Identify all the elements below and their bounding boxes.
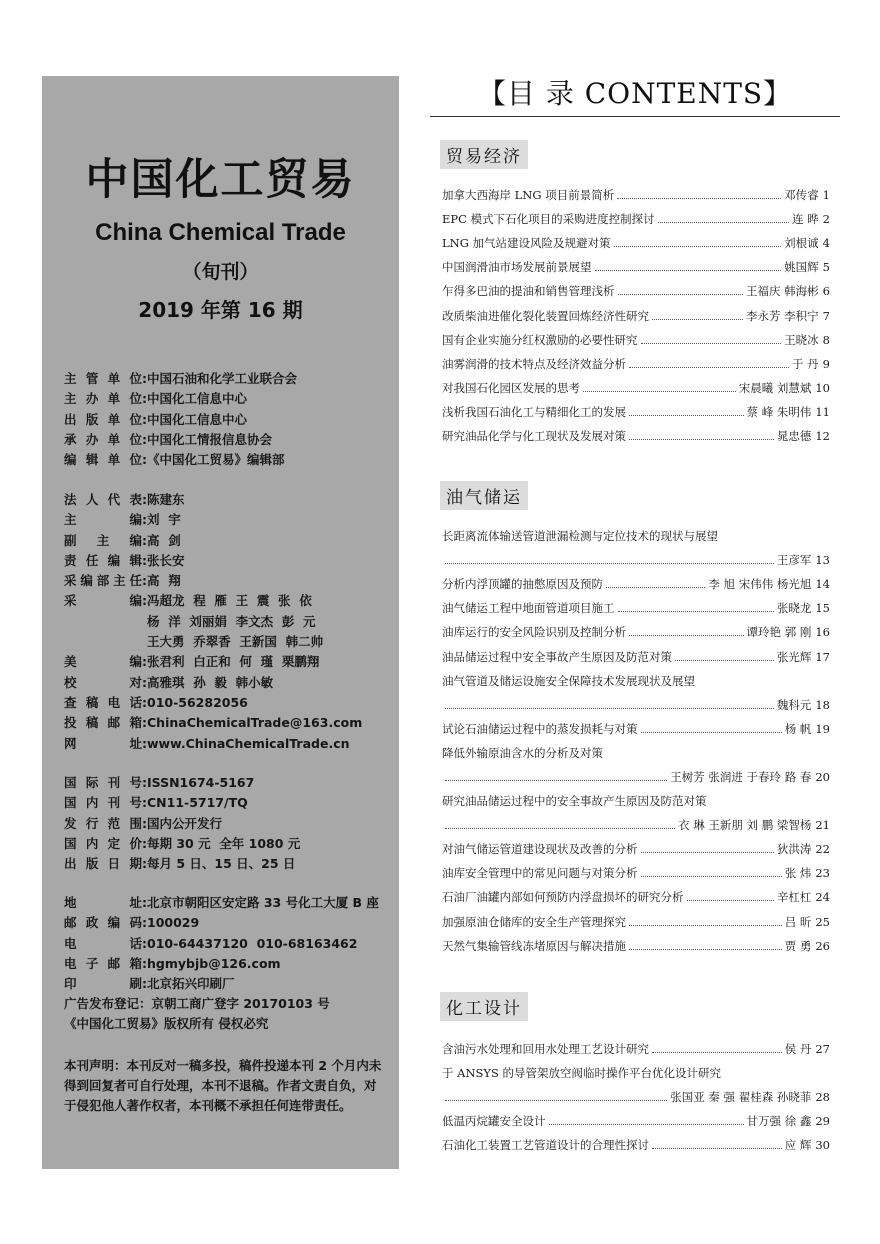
toc-entry[interactable]: [442, 765, 830, 789]
toc-entry-author: 张晓龙: [776, 601, 812, 616]
toc-entry[interactable]: [442, 548, 830, 572]
masthead-value: 张君利 白正和 何 瑾 栗鹏翔: [147, 654, 320, 670]
toc-entry-author: 李永芳 李积宁: [746, 308, 819, 323]
toc-entry[interactable]: [442, 303, 830, 327]
masthead-colon: :: [142, 775, 147, 790]
masthead-label: 主办单位: [64, 391, 142, 407]
masthead-row: [64, 591, 389, 611]
masthead-value: 《中国化工贸易》编辑部: [147, 452, 285, 468]
toc-entry-author: 甘万强 徐 鑫: [746, 1114, 812, 1129]
section-entries-trade: [442, 183, 830, 448]
toc-entry-title: 含油污水处理和回用水处理工艺设计研究: [442, 1042, 649, 1057]
masthead-colon: :: [142, 715, 147, 731]
toc-entry-author: 杨 帆: [784, 721, 812, 736]
toc-leader-dots: [652, 1147, 782, 1149]
toc-entry-page: 26: [815, 938, 830, 953]
toc-leader-dots: [583, 390, 736, 392]
toc-entry-title: 油气储运工程中地面管道项目施工: [442, 601, 615, 616]
masthead-label: 发行范围: [64, 815, 142, 831]
toc-entry-page: 19: [815, 721, 830, 736]
toc-entry-page: 11: [815, 404, 830, 419]
toc-leader-dots: [606, 586, 705, 588]
section-title-storage: 油气储运: [440, 481, 528, 510]
masthead-label: 投稿邮箱: [64, 715, 142, 731]
masthead-colon: :: [142, 492, 147, 507]
toc-entry[interactable]: [442, 352, 830, 376]
masthead-row: [64, 571, 389, 591]
toc-leader-dots: [675, 659, 774, 661]
masthead-row: [64, 551, 389, 571]
toc-leader-dots: [549, 1123, 744, 1125]
masthead-label: 地址: [64, 895, 142, 910]
masthead-contact: [64, 893, 389, 994]
masthead-colon: :: [142, 895, 147, 910]
toc-entry[interactable]: [442, 620, 830, 644]
masthead-value: 中国化工信息中心: [147, 411, 248, 427]
masthead-row: [64, 673, 389, 693]
toc-entry-author: 宋晨曦 刘慧斌: [738, 380, 812, 395]
masthead-value: ChinaChemicalTrade@163.com: [147, 715, 363, 731]
toc-leader-dots: [445, 779, 667, 781]
section-entries-design: [442, 1037, 830, 1157]
toc-entry[interactable]: [442, 789, 830, 813]
toc-entry-page: 21: [815, 818, 830, 833]
toc-entry[interactable]: [442, 328, 830, 352]
masthead-value: www.ChinaChemicalTrade.cn: [147, 735, 350, 751]
toc-entry-page: 12: [815, 428, 830, 443]
toc-entry-title: 对我国石化园区发展的思考: [442, 380, 580, 395]
masthead-value: 杨 洋 刘丽娟 李文杰 彭 元: [147, 613, 316, 629]
masthead-row: [64, 510, 389, 530]
masthead-label: 出版日期: [64, 856, 142, 872]
masthead-label: 主管单位: [64, 371, 142, 386]
toc-leader-dots: [652, 318, 743, 320]
masthead-label: 邮政编码: [64, 915, 142, 931]
toc-entry-author: 应 辉: [784, 1138, 812, 1153]
toc-entry-page: 23: [815, 866, 830, 881]
masthead-panel: [42, 76, 399, 1169]
toc-entry-author: 张 炜: [784, 866, 812, 881]
masthead-value: 高雅琪 孙 毅 韩小敏: [147, 674, 274, 690]
toc-entry[interactable]: [442, 1085, 830, 1109]
masthead-row: [64, 734, 389, 754]
masthead-colon: :: [142, 573, 147, 589]
toc-entry-title: 国有企业实施分红权激励的必要性研究: [442, 332, 638, 347]
masthead-label: 印刷: [64, 976, 142, 992]
toc-entry-author: 李 旭 宋伟伟 杨光旭: [708, 577, 812, 592]
masthead-label: 国内定价: [64, 835, 142, 851]
toc-entry-author: 晁忠德: [776, 428, 812, 443]
section-entries-storage: [442, 524, 830, 958]
toc-entry-title: 低温丙烷罐安全设计: [442, 1114, 546, 1129]
toc-entry-title: 浅析我国石油化工与精细化工的发展: [442, 404, 626, 419]
toc-entry[interactable]: [442, 255, 830, 279]
toc-leader-dots: [629, 634, 744, 636]
toc-entry[interactable]: [442, 1109, 830, 1133]
toc-entry-page: 20: [815, 769, 830, 784]
masthead-colon: :: [142, 674, 147, 690]
masthead-value: 冯超龙 程 雁 王 震 张 依: [147, 593, 312, 609]
masthead-colon: :: [142, 915, 147, 931]
masthead-value: 100029: [147, 915, 200, 931]
toc-leader-dots: [687, 899, 774, 901]
toc-entry-page: 27: [815, 1042, 830, 1057]
toc-entry[interactable]: [442, 1133, 830, 1157]
masthead-value: 中国化工情报信息协会: [147, 431, 273, 447]
toc-entry[interactable]: [442, 693, 830, 717]
masthead-label: 承办单位: [64, 431, 142, 447]
masthead-staff: [64, 490, 389, 754]
masthead-row: [64, 913, 389, 933]
toc-entry-page: 17: [815, 649, 830, 664]
toc-entry-title: 石油厂油罐内部如何预防内浮盘损坏的研究分析: [442, 890, 684, 905]
toc-entry-page: 10: [815, 380, 830, 395]
toc-leader-dots: [614, 245, 782, 247]
toc-entry-title: 长距离流体输送管道泄漏检测与定位技术的现状与展望: [442, 529, 718, 544]
toc-leader-dots: [595, 269, 782, 271]
toc-entry[interactable]: [442, 837, 830, 861]
masthead-colon: :: [142, 593, 147, 609]
section-title-trade: 贸易经济: [440, 140, 528, 169]
masthead-row: [64, 893, 389, 913]
toc-entry-author: 贾 勇: [784, 938, 812, 953]
masthead-value: 高 翔: [147, 573, 181, 589]
masthead-row: [64, 430, 389, 450]
toc-entry-title: 研究油品化学与化工现状及发展对策: [442, 428, 626, 443]
masthead-value: 刘 宇: [147, 512, 181, 528]
toc-entry-author: 王树芳 张润进 于春玲 路 春: [670, 769, 812, 784]
toc-entry-page: 6: [822, 284, 830, 299]
masthead-label: 电子邮箱: [64, 955, 142, 971]
masthead-publishers: [64, 369, 389, 470]
masthead-registration: [64, 773, 389, 874]
toc-entry-title: 改质柴油进催化裂化装置回炼经济性研究: [442, 308, 649, 323]
toc-entry-page: 4: [822, 236, 830, 251]
masthead-value: 高 剑: [147, 532, 181, 548]
toc-entry-title: 石油化工装置工艺管道设计的合理性探讨: [442, 1138, 649, 1153]
masthead-colon: :: [142, 371, 147, 386]
masthead-colon: :: [142, 815, 147, 831]
toc-entry-author: 张国亚 秦 强 翟桂森 孙晓菲: [670, 1090, 812, 1105]
masthead-colon: :: [142, 694, 147, 710]
masthead-row: [64, 834, 389, 854]
masthead-value: 010-64437120 010-68163462: [147, 935, 358, 951]
toc-entry-page: 15: [815, 601, 830, 616]
toc-entry[interactable]: [442, 376, 830, 400]
toc-entry-author: 衣 琳 王新朋 刘 鹏 梁智杨: [678, 818, 812, 833]
notice: 本刊声明：本刊反对一稿多投，稿件投递本刊 2 个月内未得到回复者可自行处理，本刊不退稿。作者文责自负，对于侵犯他人著作权者，本刊概不承担任何连带责任。: [64, 1058, 382, 1113]
toc-entry[interactable]: [442, 861, 830, 885]
toc-entry-author: 蔡 峰 朱明伟: [746, 404, 812, 419]
copyright: 《中国化工贸易》版权所有 侵权必究: [64, 1016, 269, 1032]
masthead-label: 校对: [64, 674, 142, 690]
magazine-title: 中国化工贸易: [85, 155, 356, 205]
toc-leader-dots: [445, 1099, 667, 1101]
masthead-row: [64, 773, 389, 793]
toc-leader-dots: [445, 562, 774, 564]
toc-entry-title: 油气管道及储运设施安全保障技术发展现状及展望: [442, 673, 695, 688]
toc-leader-dots: [629, 948, 782, 950]
toc-entry-title: 油品储运过程中安全事故产生原因及防范对策: [442, 649, 672, 664]
toc-leader-dots: [641, 851, 774, 853]
masthead-value: CN11-5717/TQ: [147, 795, 248, 811]
toc-leader-dots: [445, 707, 774, 709]
toc-entry-title: 油库运行的安全风险识别及控制分析: [442, 625, 626, 640]
masthead-label: 法人代表: [64, 492, 142, 507]
masthead-row: [64, 793, 389, 813]
toc-entry[interactable]: [442, 1061, 830, 1085]
toc-entry-page: 7: [822, 308, 830, 323]
toc-leader-dots: [629, 924, 782, 926]
toc-entry-page: 5: [822, 260, 830, 275]
masthead-value: ISSN1674-5167: [147, 775, 255, 790]
masthead-value: 北京拓兴印刷厂: [147, 976, 235, 992]
masthead-value: 每月 5 日、15 日、25 日: [147, 856, 296, 872]
toc-entry-author: 王彦军: [776, 553, 812, 568]
toc-entry[interactable]: [442, 717, 830, 741]
toc-entry-title: 研究油品储运过程中的安全事故产生原因及防范对策: [442, 794, 707, 809]
toc-entry-page: 9: [822, 356, 830, 371]
masthead-label: 主编: [64, 512, 142, 528]
masthead-label: 美编: [64, 654, 142, 670]
masthead-row: [64, 531, 389, 551]
toc-entry-author: 连 晔: [792, 212, 819, 227]
masthead-colon: :: [142, 955, 147, 971]
masthead-row: [64, 410, 389, 430]
masthead-label: 编辑单位: [64, 452, 142, 468]
masthead-colon: :: [142, 431, 147, 447]
masthead-value: 010-56282056: [147, 694, 248, 710]
masthead-colon: :: [142, 976, 147, 992]
masthead-label: [64, 612, 142, 632]
masthead-row: [64, 713, 389, 733]
toc-leader-dots: [618, 610, 774, 612]
toc-entry-author: 王福庆 韩海彬: [746, 284, 819, 299]
masthead-value: 王大勇 乔翠香 王新国 韩二帅: [147, 634, 324, 650]
masthead-colon: :: [142, 552, 147, 568]
toc-entry[interactable]: [442, 885, 830, 909]
masthead-row: [64, 934, 389, 954]
toc-entry-page: 18: [815, 697, 830, 712]
toc-entry[interactable]: [442, 231, 830, 255]
masthead-row: [64, 954, 389, 974]
toc-entry[interactable]: [442, 524, 830, 548]
masthead-value: 国内公开发行: [147, 815, 223, 831]
toc-leader-dots: [641, 875, 782, 877]
toc-entry[interactable]: [442, 596, 830, 620]
toc-leader-dots: [629, 438, 774, 440]
masthead-colon: :: [142, 391, 147, 407]
masthead-row: [64, 693, 389, 713]
toc-leader-dots: [445, 827, 675, 829]
toc-entry-page: 14: [815, 577, 830, 592]
masthead-label: 出版单位: [64, 411, 142, 427]
toc-entry-title: LNG 加气站建设风险及规避对策: [442, 236, 611, 251]
magazine-title-en: China Chemical Trade: [95, 219, 346, 246]
toc-entry[interactable]: [442, 669, 830, 693]
masthead-row: [64, 854, 389, 874]
toc-entry-title: 油库安全管理中的常见问题与对策分析: [442, 866, 638, 881]
masthead-label: 采编部主任: [64, 573, 142, 589]
toc-leader-dots: [629, 414, 744, 416]
toc-leader-dots: [641, 731, 782, 733]
masthead-label: [64, 632, 142, 652]
toc-entry[interactable]: [442, 910, 830, 934]
masthead-label: 网址: [64, 735, 142, 751]
toc-entry-author: 张光辉: [776, 649, 812, 664]
toc-entry-page: 8: [822, 332, 830, 347]
toc-entry[interactable]: [442, 813, 830, 837]
masthead-colon: :: [142, 512, 147, 528]
toc-entry[interactable]: [442, 207, 830, 231]
toc-entry-title: 乍得多巴油的提油和销售管理浅析: [442, 284, 615, 299]
toc-entry-page: 2: [822, 212, 830, 227]
toc-leader-dots: [652, 1051, 782, 1053]
masthead-value: 陈建东: [147, 492, 185, 507]
toc-entry[interactable]: [442, 183, 830, 207]
toc-leader-dots: [641, 342, 782, 344]
masthead-label: 查稿电话: [64, 694, 142, 710]
toc-entry-author: 刘根诚: [784, 236, 819, 251]
masthead-license: [64, 994, 389, 1035]
section-title-design: 化工设计: [440, 992, 528, 1021]
masthead-value: 张长安: [147, 552, 185, 568]
toc-entry-title: 降低外输原油含水的分析及对策: [442, 745, 603, 760]
toc-leader-dots: [658, 221, 789, 223]
toc-entry-page: 22: [815, 842, 830, 857]
masthead-label: 电话: [64, 935, 142, 951]
toc-entry-title: 试论石油储运过程中的蒸发损耗与对策: [442, 721, 638, 736]
masthead-colon: :: [142, 532, 147, 548]
toc-entry-title: 加拿大西海岸 LNG 项目前景简析: [442, 188, 615, 203]
toc-entry-title: 中国润滑油市场发展前景展望: [442, 260, 592, 275]
toc-entry-title: 油雾润滑的技术特点及经济效益分析: [442, 356, 626, 371]
masthead-colon: :: [142, 795, 147, 811]
masthead-label: 责任编辑: [64, 552, 142, 568]
magazine-frequency: （旬刊）: [182, 261, 259, 283]
masthead-row: [64, 974, 389, 994]
contents-rule: [430, 116, 840, 117]
masthead-value: 中国石油和化学工业联合会: [147, 371, 298, 386]
toc-entry-title: 对油气储运管道建设现状及改善的分析: [442, 842, 638, 857]
ad-license: 广告发布登记：京朝工商广登字 20170103 号: [64, 996, 330, 1011]
masthead-row: [64, 369, 389, 389]
masthead-row: [64, 612, 389, 632]
toc-entry-page: 28: [815, 1090, 830, 1105]
toc-entry-title: 分析内浮顶罐的抽憋原因及预防: [442, 577, 603, 592]
masthead-label: 采编: [64, 593, 142, 609]
toc-entry-title: 天然气集输管线冻堵原因与解决措施: [442, 938, 626, 953]
toc-entry-author: 王晓冰: [784, 332, 819, 347]
toc-entry[interactable]: [442, 1037, 830, 1061]
toc-leader-dots: [617, 197, 781, 199]
masthead-colon: :: [142, 835, 147, 851]
masthead-value: 中国化工信息中心: [147, 391, 248, 407]
masthead-colon: :: [142, 735, 147, 751]
toc-leader-dots: [618, 293, 744, 295]
masthead-value: hgmybjb@126.com: [147, 955, 281, 971]
toc-entry-author: 于 丹: [792, 356, 819, 371]
magazine-issue: 2019 年第 16 期: [138, 298, 303, 322]
toc-entry-page: 16: [815, 625, 830, 640]
masthead-row: [64, 814, 389, 834]
toc-entry-title: 于 ANSYS 的导管架放空阀临时操作平台优化设计研究: [442, 1066, 722, 1081]
masthead-colon: :: [142, 452, 147, 468]
toc-entry[interactable]: [442, 644, 830, 668]
masthead-value: 每期 30 元 全年 1080 元: [147, 835, 301, 851]
masthead-colon: :: [142, 411, 147, 427]
masthead-row: [64, 652, 389, 672]
toc-leader-dots: [629, 366, 789, 368]
masthead-label: 国内刊号: [64, 795, 142, 811]
masthead-row: [64, 450, 389, 470]
contents-heading: 【目 录 CONTENTS】: [477, 77, 793, 110]
toc-entry[interactable]: [442, 400, 830, 424]
toc-entry-author: 邓传睿: [784, 188, 819, 203]
masthead-colon: :: [142, 935, 147, 951]
masthead-label: 国际刊号: [64, 775, 142, 790]
toc-entry-page: 13: [815, 553, 830, 568]
toc-entry[interactable]: [442, 424, 830, 448]
toc-entry-page: 1: [822, 188, 830, 203]
toc-entry-title: 加强原油仓储库的安全生产管理探究: [442, 914, 626, 929]
toc-entry-author: 侯 丹: [784, 1042, 812, 1057]
masthead-row: [64, 632, 389, 652]
masthead-colon: :: [142, 856, 147, 872]
masthead-row: [64, 389, 389, 409]
toc-entry[interactable]: [442, 741, 830, 765]
toc-entry-page: 24: [815, 890, 830, 905]
masthead-row: [64, 490, 389, 510]
toc-entry-author: 魏科元: [776, 697, 812, 712]
masthead-label: 副主编: [64, 532, 142, 548]
toc-entry[interactable]: [442, 572, 830, 596]
toc-entry-author: 姚国辉: [784, 260, 819, 275]
toc-entry-author: 谭玲艳 郭 刚: [746, 625, 812, 640]
masthead-value: 北京市朝阳区安定路 33 号化工大厦 B 座: [147, 895, 379, 910]
masthead-colon: :: [142, 654, 147, 670]
toc-entry[interactable]: [442, 934, 830, 958]
toc-entry-page: 25: [815, 914, 830, 929]
toc-entry-title: EPC 模式下石化项目的采购进度控制探讨: [442, 212, 655, 227]
toc-entry-author: 辛杠杠: [776, 890, 812, 905]
toc-entry[interactable]: [442, 279, 830, 303]
toc-entry-page: 30: [815, 1138, 830, 1153]
toc-entry-author: 狄洪涛: [776, 842, 812, 857]
toc-entry-author: 吕 昕: [784, 914, 812, 929]
toc-entry-page: 29: [815, 1114, 830, 1129]
